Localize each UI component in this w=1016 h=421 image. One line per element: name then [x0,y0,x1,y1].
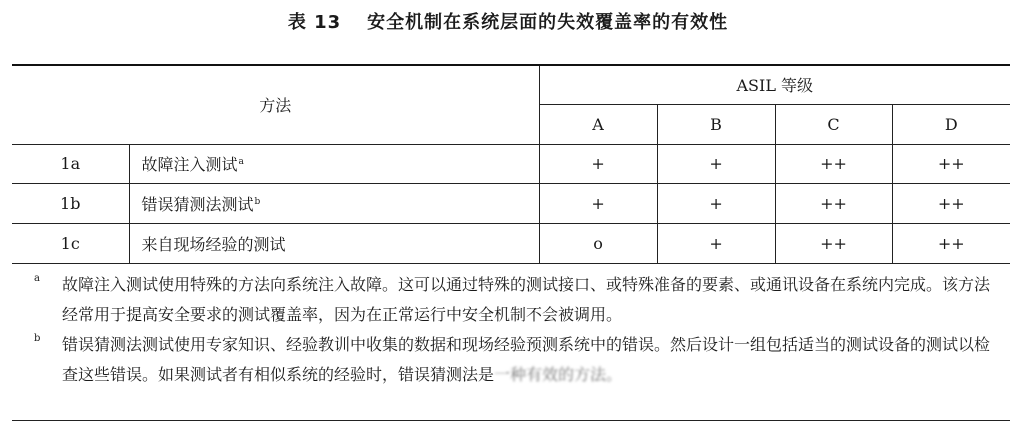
asil-header: ASIL 等级 [539,65,1010,104]
table-caption: 安全机制在系统层面的失效覆盖率的有效性 [367,12,729,33]
asil-table [12,64,1010,421]
note-ref: a [238,157,244,167]
table-number: 表 13 [287,12,342,33]
rating-b: + [657,183,775,223]
table-row [12,183,1010,223]
row-id: 1b [12,183,129,223]
footnote [34,270,1000,330]
method-header: 方法 [12,65,539,144]
level-c-header: C [775,104,892,144]
method-name: 故障注入测试$^a$ [129,144,539,183]
row-id: 1a [12,144,129,183]
level-b-header: B [657,104,775,144]
footnote [34,330,1000,390]
rating-b: + [657,223,775,263]
level-a-header: A [539,104,657,144]
rating-a: o [539,223,657,263]
rating-c: ++ [775,144,892,183]
table-footnotes [12,263,1010,420]
footnote-text: 错误猜测法测试使用专家知识、经验教训中收集的数据和现场经验预测系统中的错误。然后设计一组包括适当的测试设备的测试以检查这些错误。如果测试者有相似系统的经验时，错误猜测法是 [62,334,991,384]
rating-d: ++ [892,223,1010,263]
footnote-text-faded: 一种有效的方法。 [494,364,623,384]
table-title [0,8,1016,34]
rating-d: ++ [892,144,1010,183]
footnote-mark: b [34,332,41,344]
rating-c: ++ [775,183,892,223]
row-id: 1c [12,223,129,263]
table-row [12,223,1010,263]
note-ref: b [254,196,261,207]
level-d-header: D [892,104,1010,144]
rating-a: + [539,183,657,223]
table-row [12,144,1010,183]
rating-a: + [539,144,657,183]
rating-b: + [657,144,775,183]
method-name: 错误猜测法测试$^b$ [129,183,539,223]
rating-c: ++ [775,223,892,263]
footnote-mark: a [34,272,40,284]
rating-d: ++ [892,183,1010,223]
method-name: 来自现场经验的测试 [129,223,539,263]
footnote-text: 故障注入测试使用特殊的方法向系统注入故障。这可以通过特殊的测试接口、或特殊准备的要素、或通讯设备在系统内完成。该方法经常用于提高安全要求的测试覆盖率，因为在正常运行中安全机制不会被调用。 [62,274,991,324]
